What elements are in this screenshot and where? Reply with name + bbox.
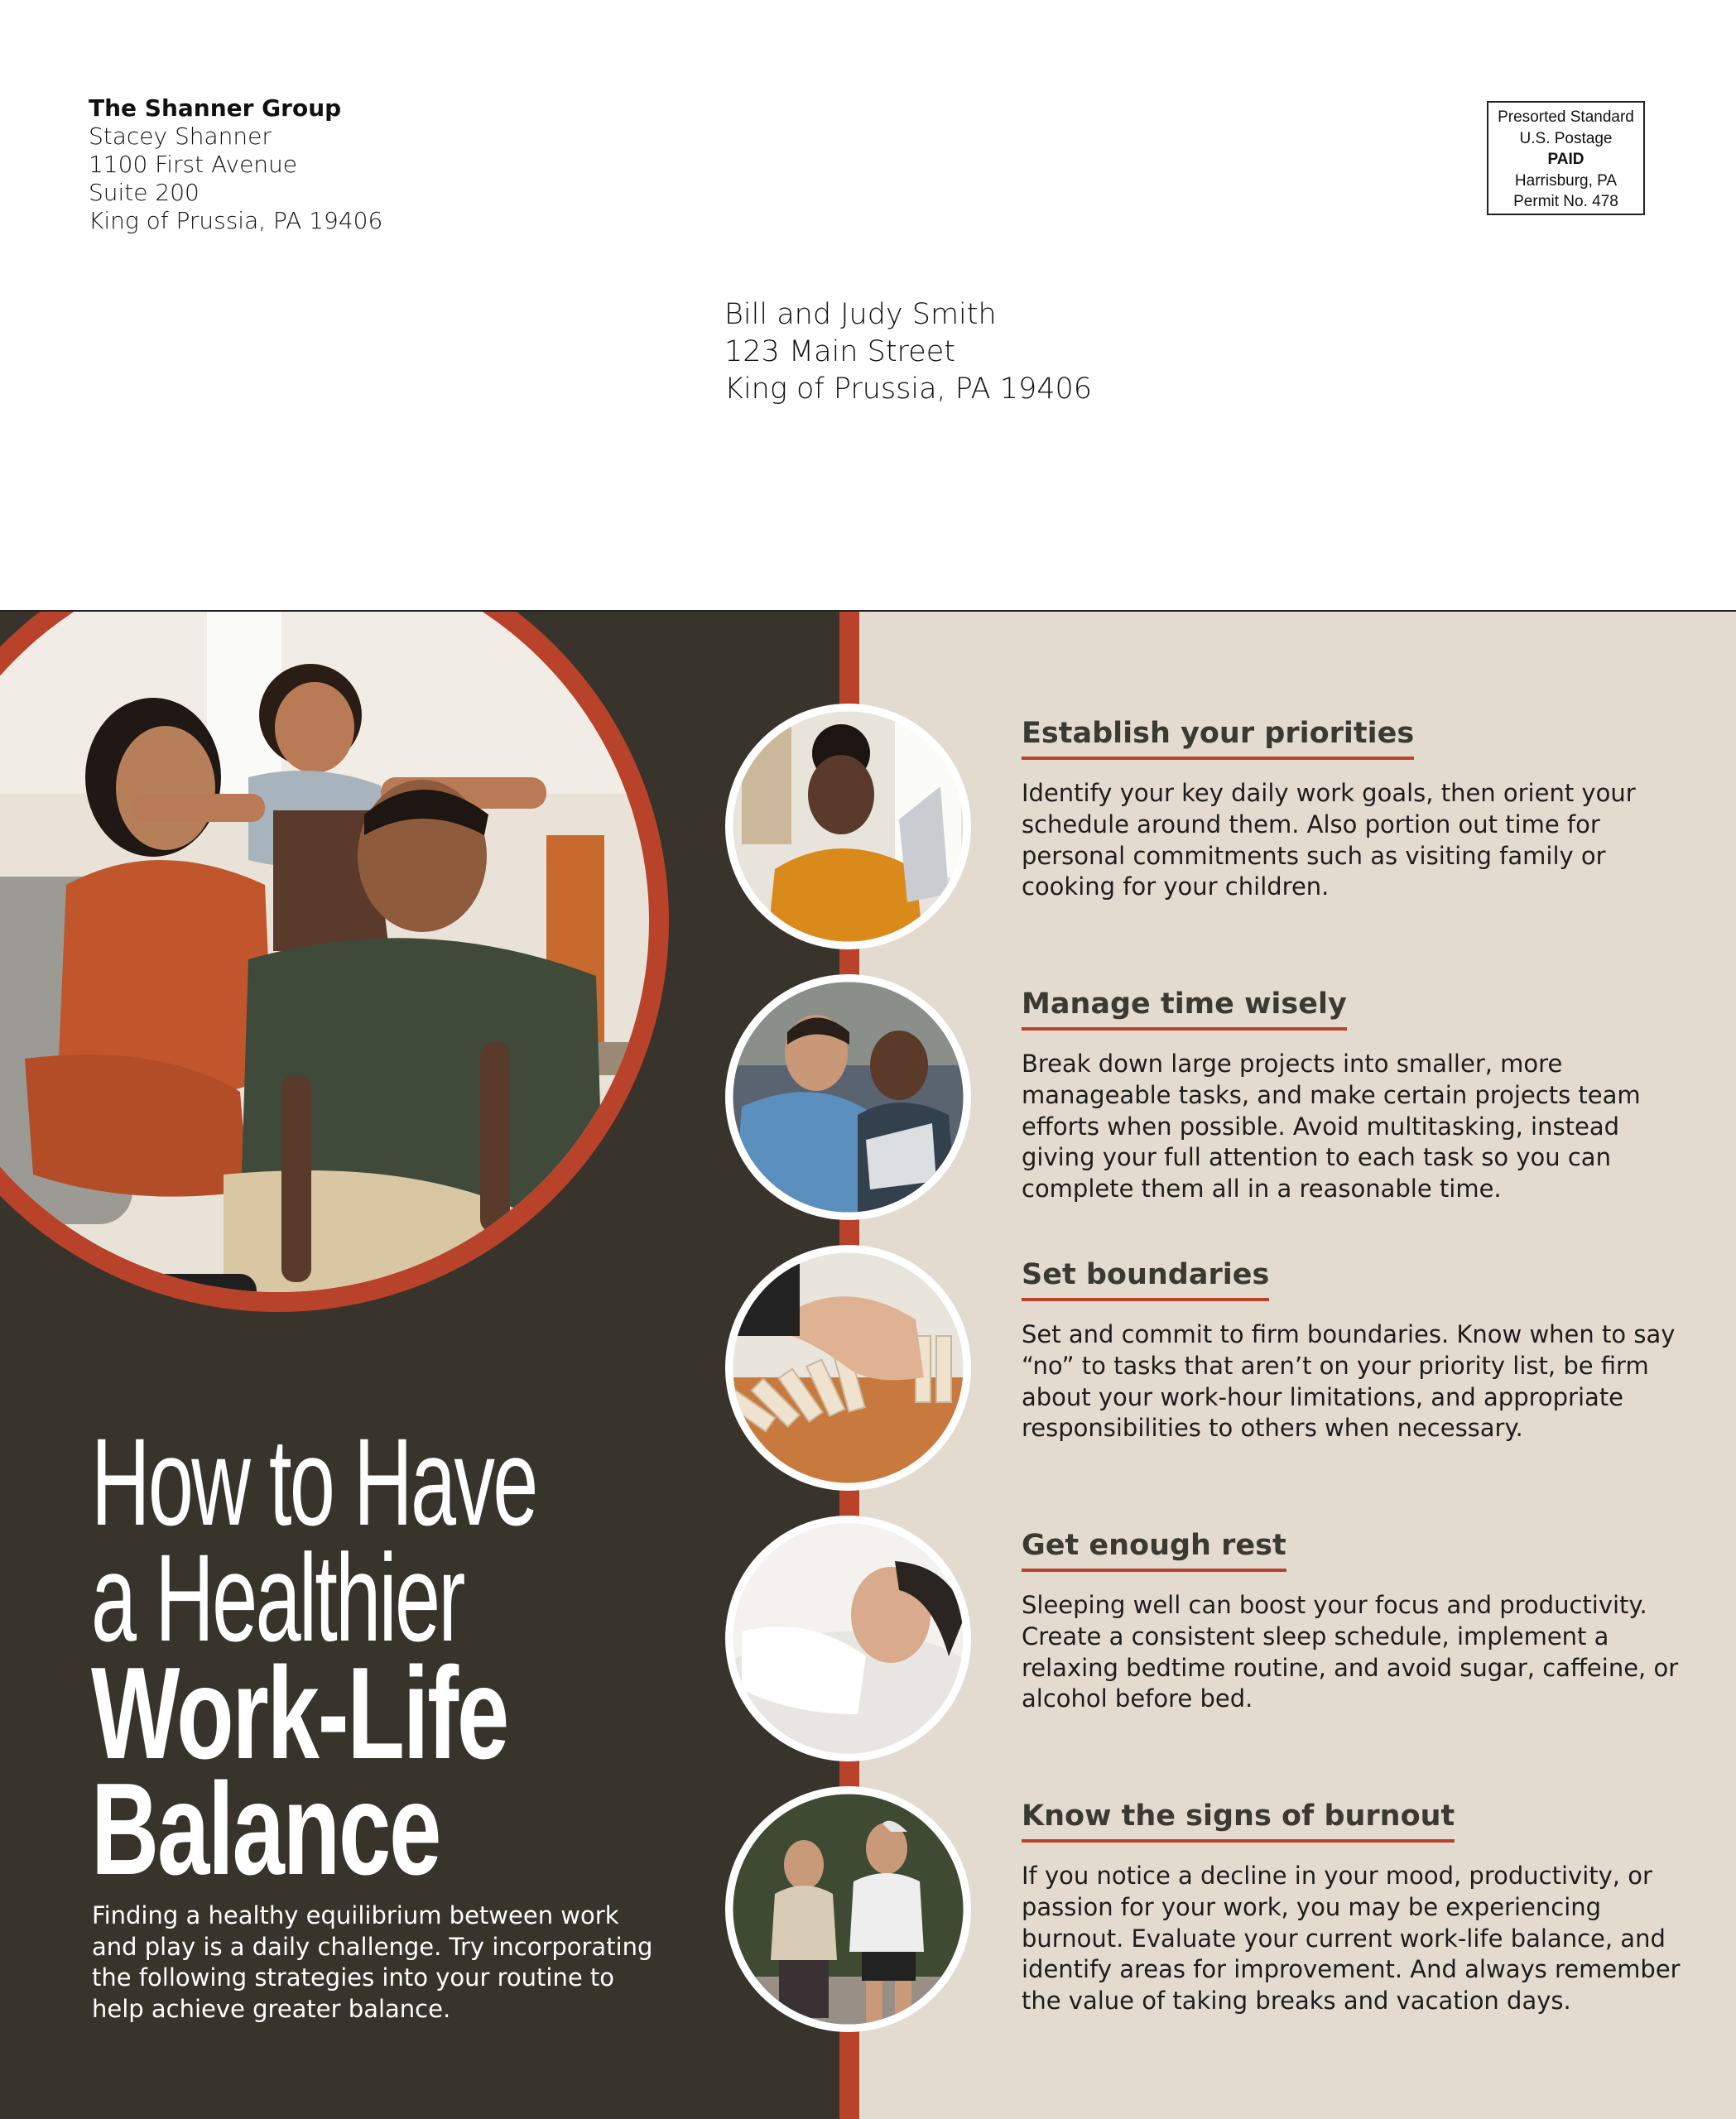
tip-manage-time (1022, 986, 1684, 1205)
tip-photo-dominoes-hand (725, 1245, 971, 1491)
sender-address-line1: 1100 First Avenue (89, 151, 298, 178)
sender-company: The Shanner Group (89, 94, 342, 122)
sender-city-state-zip: King of Prussia, PA 19406 (89, 207, 383, 234)
tip-photo-couple-jogging (725, 1786, 971, 2032)
sender-name: Stacey Shanner (89, 123, 272, 150)
tip-burnout-signs (1022, 1798, 1684, 2017)
headline-line-1: How to Have (91, 1412, 536, 1551)
tip-title: Get enough rest (1022, 1527, 1286, 1572)
tip-photo-woman-laptop (725, 704, 971, 949)
tip-body: If you notice a decline in your mood, productivity, or passion for your work, you may be experiencing burnout. Evaluate your current work-life balance, and identify areas for improvement. And always remember the value of taking breaks and vacation days. (1022, 1862, 1681, 2016)
sender-address (89, 94, 382, 235)
headline (91, 1412, 766, 1902)
sender-address-line2: Suite 200 (89, 179, 200, 206)
tip-title: Know the signs of burnout (1022, 1798, 1455, 1843)
recipient-name: Bill and Judy Smith (724, 298, 997, 331)
recipient-address (724, 296, 1092, 408)
postage-line-city: Harrisburg, PA (1514, 171, 1618, 190)
headline-line-4: Balance (91, 1756, 440, 1902)
headline-line-3: Work-Life (91, 1641, 508, 1786)
tip-body: Break down large projects into smaller, more manageable tasks, and make certain projects team efforts when possible. Avoid multitasking, instead giving your full attention to each task so you can complete them all in a reasonable time. (1022, 1050, 1641, 1204)
tip-title: Manage time wisely (1022, 986, 1347, 1031)
postage-line-us-postage: U.S. Postage (1519, 129, 1613, 147)
tip-title: Set boundaries (1022, 1257, 1269, 1301)
tip-body: Set and commit to firm boundaries. Know when to say “no” to tasks that aren’t on your priority list, be firm about your work-hour limitations, and appropriate responsibilities to others when necessary. (1022, 1320, 1676, 1443)
tip-photo-woman-sleeping (725, 1516, 971, 1761)
postage-line-paid: PAID (1547, 151, 1585, 168)
tip-title: Establish your priorities (1022, 715, 1414, 760)
hero-photo-family (0, 612, 839, 1390)
tip-photo-two-men-laptop (725, 974, 971, 1220)
tip-body: Identify your key daily work goals, then orient your schedule around them. Also portion out time for personal commitments such as visiting family or cooking for your children. (1022, 779, 1636, 901)
recipient-street: 123 Main Street (724, 335, 955, 368)
tip-get-rest (1022, 1527, 1684, 1715)
recipient-city-state-zip: King of Prussia, PA 19406 (724, 372, 1093, 406)
tip-body: Sleeping well can boost your focus and productivity. Create a consistent sleep schedule, implement a relaxing bedtime routine, and avoid sugar, caffeine, or alcohol before bed. (1022, 1591, 1679, 1713)
tip-set-boundaries (1022, 1257, 1684, 1444)
postage-line-permit: Permit No. 478 (1513, 193, 1618, 210)
hero-photo-illustration (0, 612, 839, 1390)
headline-line-2: a Healthier (91, 1528, 464, 1667)
tip-establish-priorities (1022, 715, 1684, 903)
postage-line-presorted: Presorted Standard (1498, 108, 1634, 126)
postage-indicia (1487, 101, 1645, 215)
intro-paragraph: Finding a healthy equilibrium between work and play is a daily challenge. Try incorporating the following strategies into your routine to help achieve greater balance. (92, 1901, 653, 2023)
